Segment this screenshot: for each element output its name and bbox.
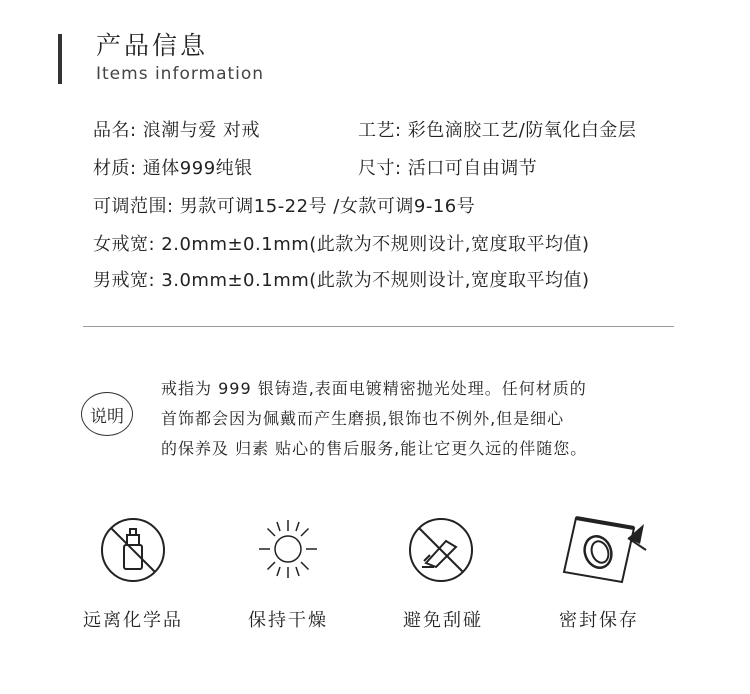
- title-accent-bar: [58, 34, 62, 84]
- care-label-scratch: 避免刮碰: [403, 610, 483, 631]
- note-line: 的保养及 归素 贴心的售后服务,能让它更久远的伴随您。: [161, 439, 588, 458]
- spec-male-width: 男戒宽: 3.0mm±0.1mm(此款为不规则设计,宽度取平均值): [93, 270, 590, 291]
- spec-female-width: 女戒宽: 2.0mm±0.1mm(此款为不规则设计,宽度取平均值): [93, 234, 590, 255]
- care-label-sealed: 密封保存: [559, 610, 639, 631]
- care-label-dry: 保持干燥: [248, 610, 328, 631]
- note-line: 戒指为 999 银铸造,表面电镀精密抛光处理。任何材质的: [161, 379, 587, 398]
- spec-craft: 工艺: 彩色滴胶工艺/防氧化白金层: [358, 120, 637, 141]
- spec-size: 尺寸: 活口可自由调节: [358, 158, 538, 179]
- sun-icon: [255, 516, 321, 582]
- sealed-bag-ring-icon: [556, 510, 652, 590]
- no-chemicals-icon: [98, 515, 168, 585]
- page-subtitle: Items information: [96, 64, 265, 84]
- note-badge: 说明: [81, 392, 133, 436]
- spec-material: 材质: 通体999纯银: [93, 158, 253, 179]
- page-title: 产品信息: [96, 31, 209, 60]
- spec-range: 可调范围: 男款可调15-22号 /女款可调9-16号: [93, 196, 476, 217]
- no-scratch-icon: [406, 515, 476, 585]
- care-label-chemicals: 远离化学品: [83, 610, 183, 631]
- spec-name: 品名: 浪潮与爱 对戒: [93, 120, 261, 141]
- note-line: 首饰都会因为佩戴而产生磨损,银饰也不例外,但是细心: [161, 409, 565, 428]
- section-divider: [83, 326, 674, 327]
